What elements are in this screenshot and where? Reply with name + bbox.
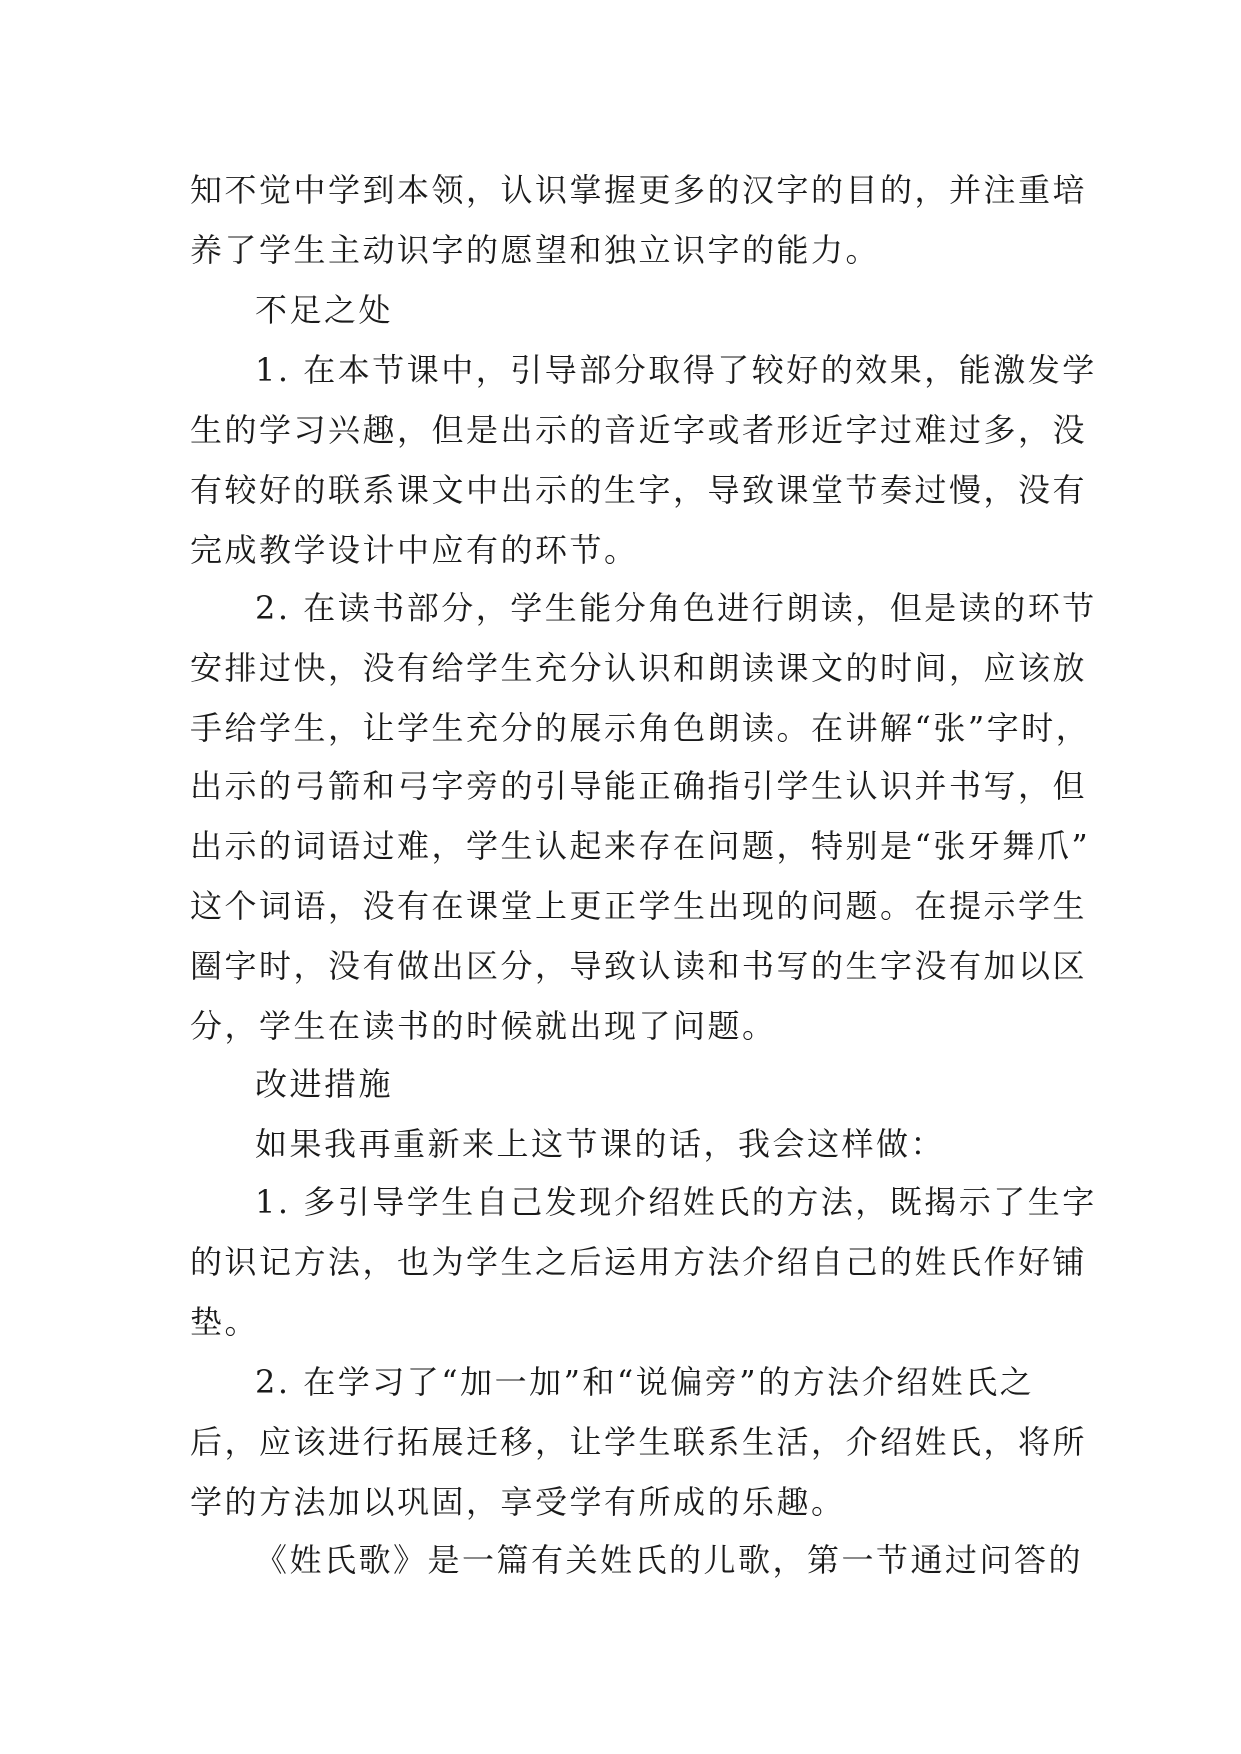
text-line: 2. 在学习了“加一加”和“说偏旁”的方法介绍姓氏之 <box>255 1363 1035 1401</box>
text-line: 1. 多引导学生自己发现介绍姓氏的方法，既揭示了生字 <box>255 1183 1097 1221</box>
text-line: 出示的弓箭和弓字旁的引导能正确指引学生认识并书写，但 <box>190 767 1088 805</box>
text-line: 完成教学设计中应有的环节。 <box>190 531 639 569</box>
text-line: 手给学生，让学生充分的展示角色朗读。在讲解“张”字时， <box>190 709 1091 747</box>
text-line: 分，学生在读书的时候就出现了问题。 <box>190 1007 777 1045</box>
text-line: 后，应该进行拓展迁移，让学生联系生活，介绍姓氏，将所 <box>190 1423 1088 1461</box>
text-line: 出示的词语过难，学生认起来存在问题，特别是“张牙舞爪” <box>190 827 1091 865</box>
section-heading: 不足之处 <box>255 291 394 329</box>
text-line: 《姓氏歌》是一篇有关姓氏的儿歌，第一节通过问答的 <box>255 1541 1084 1579</box>
text-line: 垫。 <box>190 1303 260 1341</box>
text-line: 2. 在读书部分，学生能分角色进行朗读，但是读的环节 <box>255 589 1097 627</box>
text-line: 生的学习兴趣，但是出示的音近字或者形近字过难过多，没 <box>190 411 1088 449</box>
text-line: 安排过快，没有给学生充分认识和朗读课文的时间，应该放 <box>190 649 1088 687</box>
section-heading: 改进措施 <box>255 1065 394 1103</box>
text-line: 有较好的联系课文中出示的生字，导致课堂节奏过慢，没有 <box>190 471 1088 509</box>
text-line: 知不觉中学到本领，认识掌握更多的汉字的目的，并注重培 <box>190 171 1088 209</box>
text-line: 这个词语，没有在课堂上更正学生出现的问题。在提示学生 <box>190 887 1088 925</box>
text-line: 养了学生主动识字的愿望和独立识字的能力。 <box>190 231 881 269</box>
text-line: 的识记方法，也为学生之后运用方法介绍自己的姓氏作好铺 <box>190 1243 1088 1281</box>
text-line: 如果我再重新来上这节课的话，我会这样做： <box>255 1125 946 1163</box>
text-line: 1. 在本节课中，引导部分取得了较好的效果，能激发学 <box>255 351 1097 389</box>
text-line: 圈字时，没有做出区分，导致认读和书写的生字没有加以区 <box>190 947 1088 985</box>
text-line: 学的方法加以巩固，享受学有所成的乐趣。 <box>190 1483 846 1521</box>
